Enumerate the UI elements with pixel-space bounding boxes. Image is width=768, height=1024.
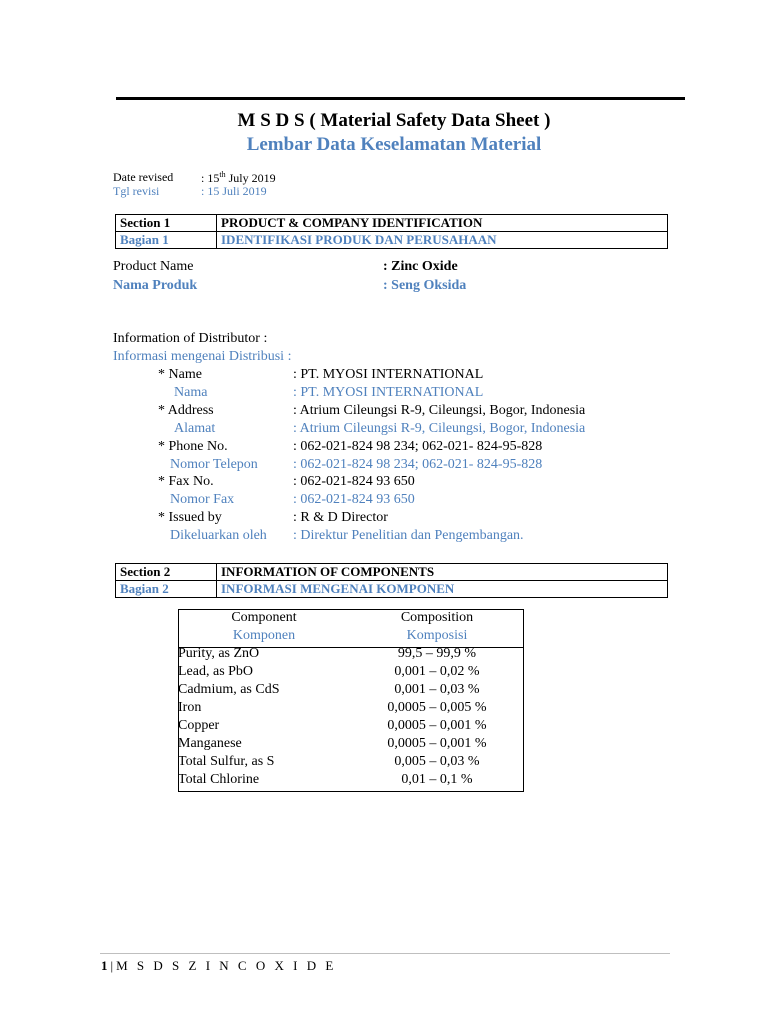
- section-1-number: Section 1: [116, 215, 217, 232]
- date-revised-label-id: Tgl revisi: [113, 184, 160, 198]
- components-table: [178, 609, 524, 789]
- section-1-title: PRODUCT & COMPANY IDENTIFICATION: [217, 215, 668, 232]
- distributor-fax-value-id: : 062-021-824 93 650: [293, 492, 415, 507]
- footer-rule: [100, 953, 670, 954]
- section-2-header: [115, 563, 668, 598]
- distributor-phone-value-id: : 062-021-824 98 234; 062-021- 824-95-828: [293, 457, 543, 472]
- section-1-number-id: Bagian 1: [116, 232, 217, 249]
- component-col-header: Component: [231, 610, 297, 625]
- date-revised-value: : 15th July 2019: [201, 170, 276, 185]
- product-name-label-id: Nama Produk: [113, 278, 198, 293]
- distributor-address-value: : Atrium Cileungsi R-9, Cileungsi, Bogor, Indonesia: [293, 403, 586, 418]
- table-row: Iron 0,0005 – 0,005 %: [178, 700, 487, 715]
- document-title: M S D S ( Material Safety Data Sheet ): [237, 110, 551, 131]
- footer-separator: |: [110, 958, 117, 973]
- footer-text: M S D S Z I N C O X I D E: [116, 958, 337, 973]
- section-1-header: [115, 214, 668, 249]
- distributor-name-label: * Name: [158, 367, 202, 382]
- composition-col-header: Composition: [400, 610, 474, 625]
- composition-col-header-id: Komposisi: [406, 628, 468, 643]
- distributor-name-value-id: : PT. MYOSI INTERNATIONAL: [293, 385, 484, 400]
- distributor-issued-label: * Issued by: [158, 510, 222, 525]
- distributor-issued-label-id: Dikeluarkan oleh: [170, 528, 267, 543]
- distributor-name-value: : PT. MYOSI INTERNATIONAL: [293, 367, 484, 382]
- product-name-value: : Zinc Oxide: [383, 259, 458, 274]
- table-row: Purity, as ZnO 99,5 – 99,9 %: [178, 646, 477, 661]
- table-row: Cadmium, as CdS 0,001 – 0,03 %: [178, 682, 480, 697]
- section-2-number: Section 2: [116, 564, 217, 581]
- table-row: Lead, as PbO 0,001 – 0,02 %: [178, 664, 480, 679]
- distributor-phone-label-id: Nomor Telepon: [170, 457, 258, 472]
- header-rule: [116, 97, 685, 100]
- table-row: Total Sulfur, as S 0,005 – 0,03 %: [178, 754, 480, 769]
- section-1-title-id: IDENTIFIKASI PRODUK DAN PERUSAHAAN: [217, 232, 668, 249]
- document-title-translation: Lembar Data Keselamatan Material: [246, 134, 542, 155]
- section-2-title: INFORMATION OF COMPONENTS: [217, 564, 668, 581]
- distributor-fax-label: * Fax No.: [158, 474, 214, 489]
- distributor-fax-value: : 062-021-824 93 650: [293, 474, 415, 489]
- table-row: Total Chlorine 0,01 – 0,1 %: [178, 772, 473, 787]
- page-number: 1: [101, 958, 111, 973]
- distributor-address-label-id: Alamat: [174, 421, 216, 436]
- distributor-address-value-id: : Atrium Cileungsi R-9, Cileungsi, Bogor, Indonesia: [293, 421, 586, 436]
- distributor-address-label: * Address: [158, 403, 214, 418]
- product-name-value-id: : Seng Oksida: [383, 278, 467, 293]
- distributor-fax-label-id: Nomor Fax: [170, 492, 235, 507]
- date-revised-label: Date revised: [113, 170, 174, 184]
- distributor-phone-value: : 062-021-824 98 234; 062-021- 824-95-828: [293, 439, 543, 454]
- distributor-heading-id: Informasi mengenai Distribusi :: [113, 349, 292, 364]
- table-row: Copper 0,0005 – 0,001 %: [178, 718, 487, 733]
- distributor-issued-value-id: : Direktur Penelitian dan Pengembangan.: [293, 528, 524, 543]
- date-revised-value-id: : 15 Juli 2019: [201, 184, 267, 198]
- section-2-number-id: Bagian 2: [116, 581, 217, 598]
- distributor-name-label-id: Nama: [174, 385, 208, 400]
- product-name-label: Product Name: [113, 259, 194, 274]
- section-2-title-id: INFORMASI MENGENAI KOMPONEN: [217, 581, 668, 598]
- distributor-phone-label: * Phone No.: [158, 439, 228, 454]
- distributor-issued-value: : R & D Director: [293, 510, 388, 525]
- page-footer: [101, 958, 336, 974]
- component-col-header-id: Komponen: [232, 628, 296, 643]
- table-row: Manganese 0,0005 – 0,001 %: [178, 736, 487, 751]
- distributor-heading: Information of Distributor :: [113, 331, 268, 346]
